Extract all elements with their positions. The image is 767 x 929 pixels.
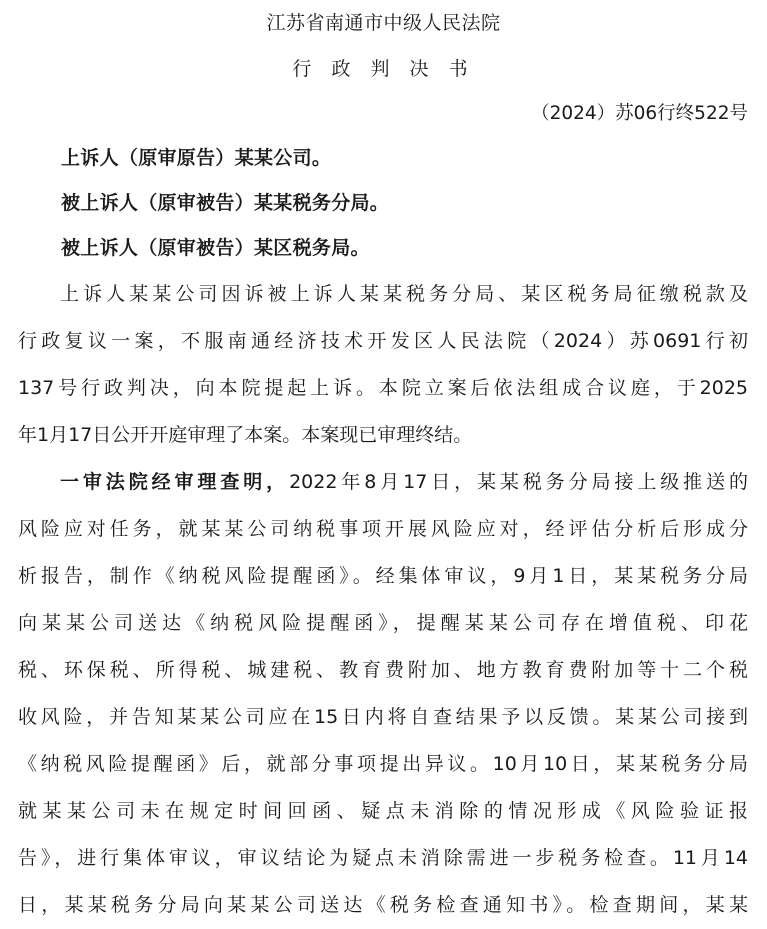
paragraph-line: 上诉人某某公司因诉被上诉人某某税务分局、某区税务局征缴税款及 — [60, 283, 748, 305]
document-type-title: 行 政 判 决 书 — [292, 58, 475, 80]
paragraph-line: 《纳税风险提醒函》后，就部分事项提出异议。10月10日，某某税务分局 — [18, 753, 748, 775]
court-name: 江苏省南通市中级人民法院 — [266, 12, 501, 34]
case-number: （2024）苏06行终522号 — [531, 103, 748, 124]
paragraph-line: 年1月17日公开开庭审理了本案。本案现已审理终结。 — [18, 424, 473, 446]
party-appellee-1: 被上诉人（原审被告）某某税务分局。 — [61, 192, 390, 214]
paragraph-line-rest: 2022年8月17日，某某税务分局接上级推送的 — [289, 471, 748, 493]
paragraph-line: 日，某某税务分局向某某公司送达《税务检查通知书》。检查期间，某某 — [18, 894, 748, 916]
paragraph-line: 行政复议一案，不服南通经济技术开发区人民法院（2024）苏0691行初 — [18, 330, 748, 352]
paragraph-line: 税、环保税、所得税、城建税、教育费附加、地方教育费附加等十二个税 — [18, 659, 748, 681]
party-appellant: 上诉人（原审原告）某某公司。 — [61, 147, 332, 169]
paragraph-line: 收风险，并告知某某公司应在15日内将自查结果予以反馈。某某公司接到 — [18, 706, 748, 728]
paragraph-first-instance-facts — [18, 459, 748, 929]
paragraph-line: 向某某公司送达《纳税风险提醒函》，提醒某某公司存在增值税、印花 — [18, 612, 748, 634]
paragraph-lead: 一审法院经审理查明， — [60, 471, 290, 493]
paragraph-line — [18, 459, 748, 506]
paragraph-line: 析报告，制作《纳税风险提醒函》。经集体审议，9月1日，某某税务分局 — [18, 565, 748, 587]
paragraph-line: 告》，进行集体审议，审议结论为疑点未消除需进一步税务检查。11月14 — [18, 847, 748, 869]
paragraph-line: 137号行政判决，向本院提起上诉。本院立案后依法组成合议庭，于2025 — [18, 377, 748, 399]
paragraph-line: 风险应对任务，就某某公司纳税事项开展风险应对，经评估分析后形成分 — [18, 518, 748, 540]
paragraph-case-summary — [18, 271, 748, 459]
party-appellee-2: 被上诉人（原审被告）某区税务局。 — [61, 237, 370, 259]
paragraph-line: 就某某公司未在规定时间回函、疑点未消除的情况形成《风险验证报 — [18, 800, 748, 822]
